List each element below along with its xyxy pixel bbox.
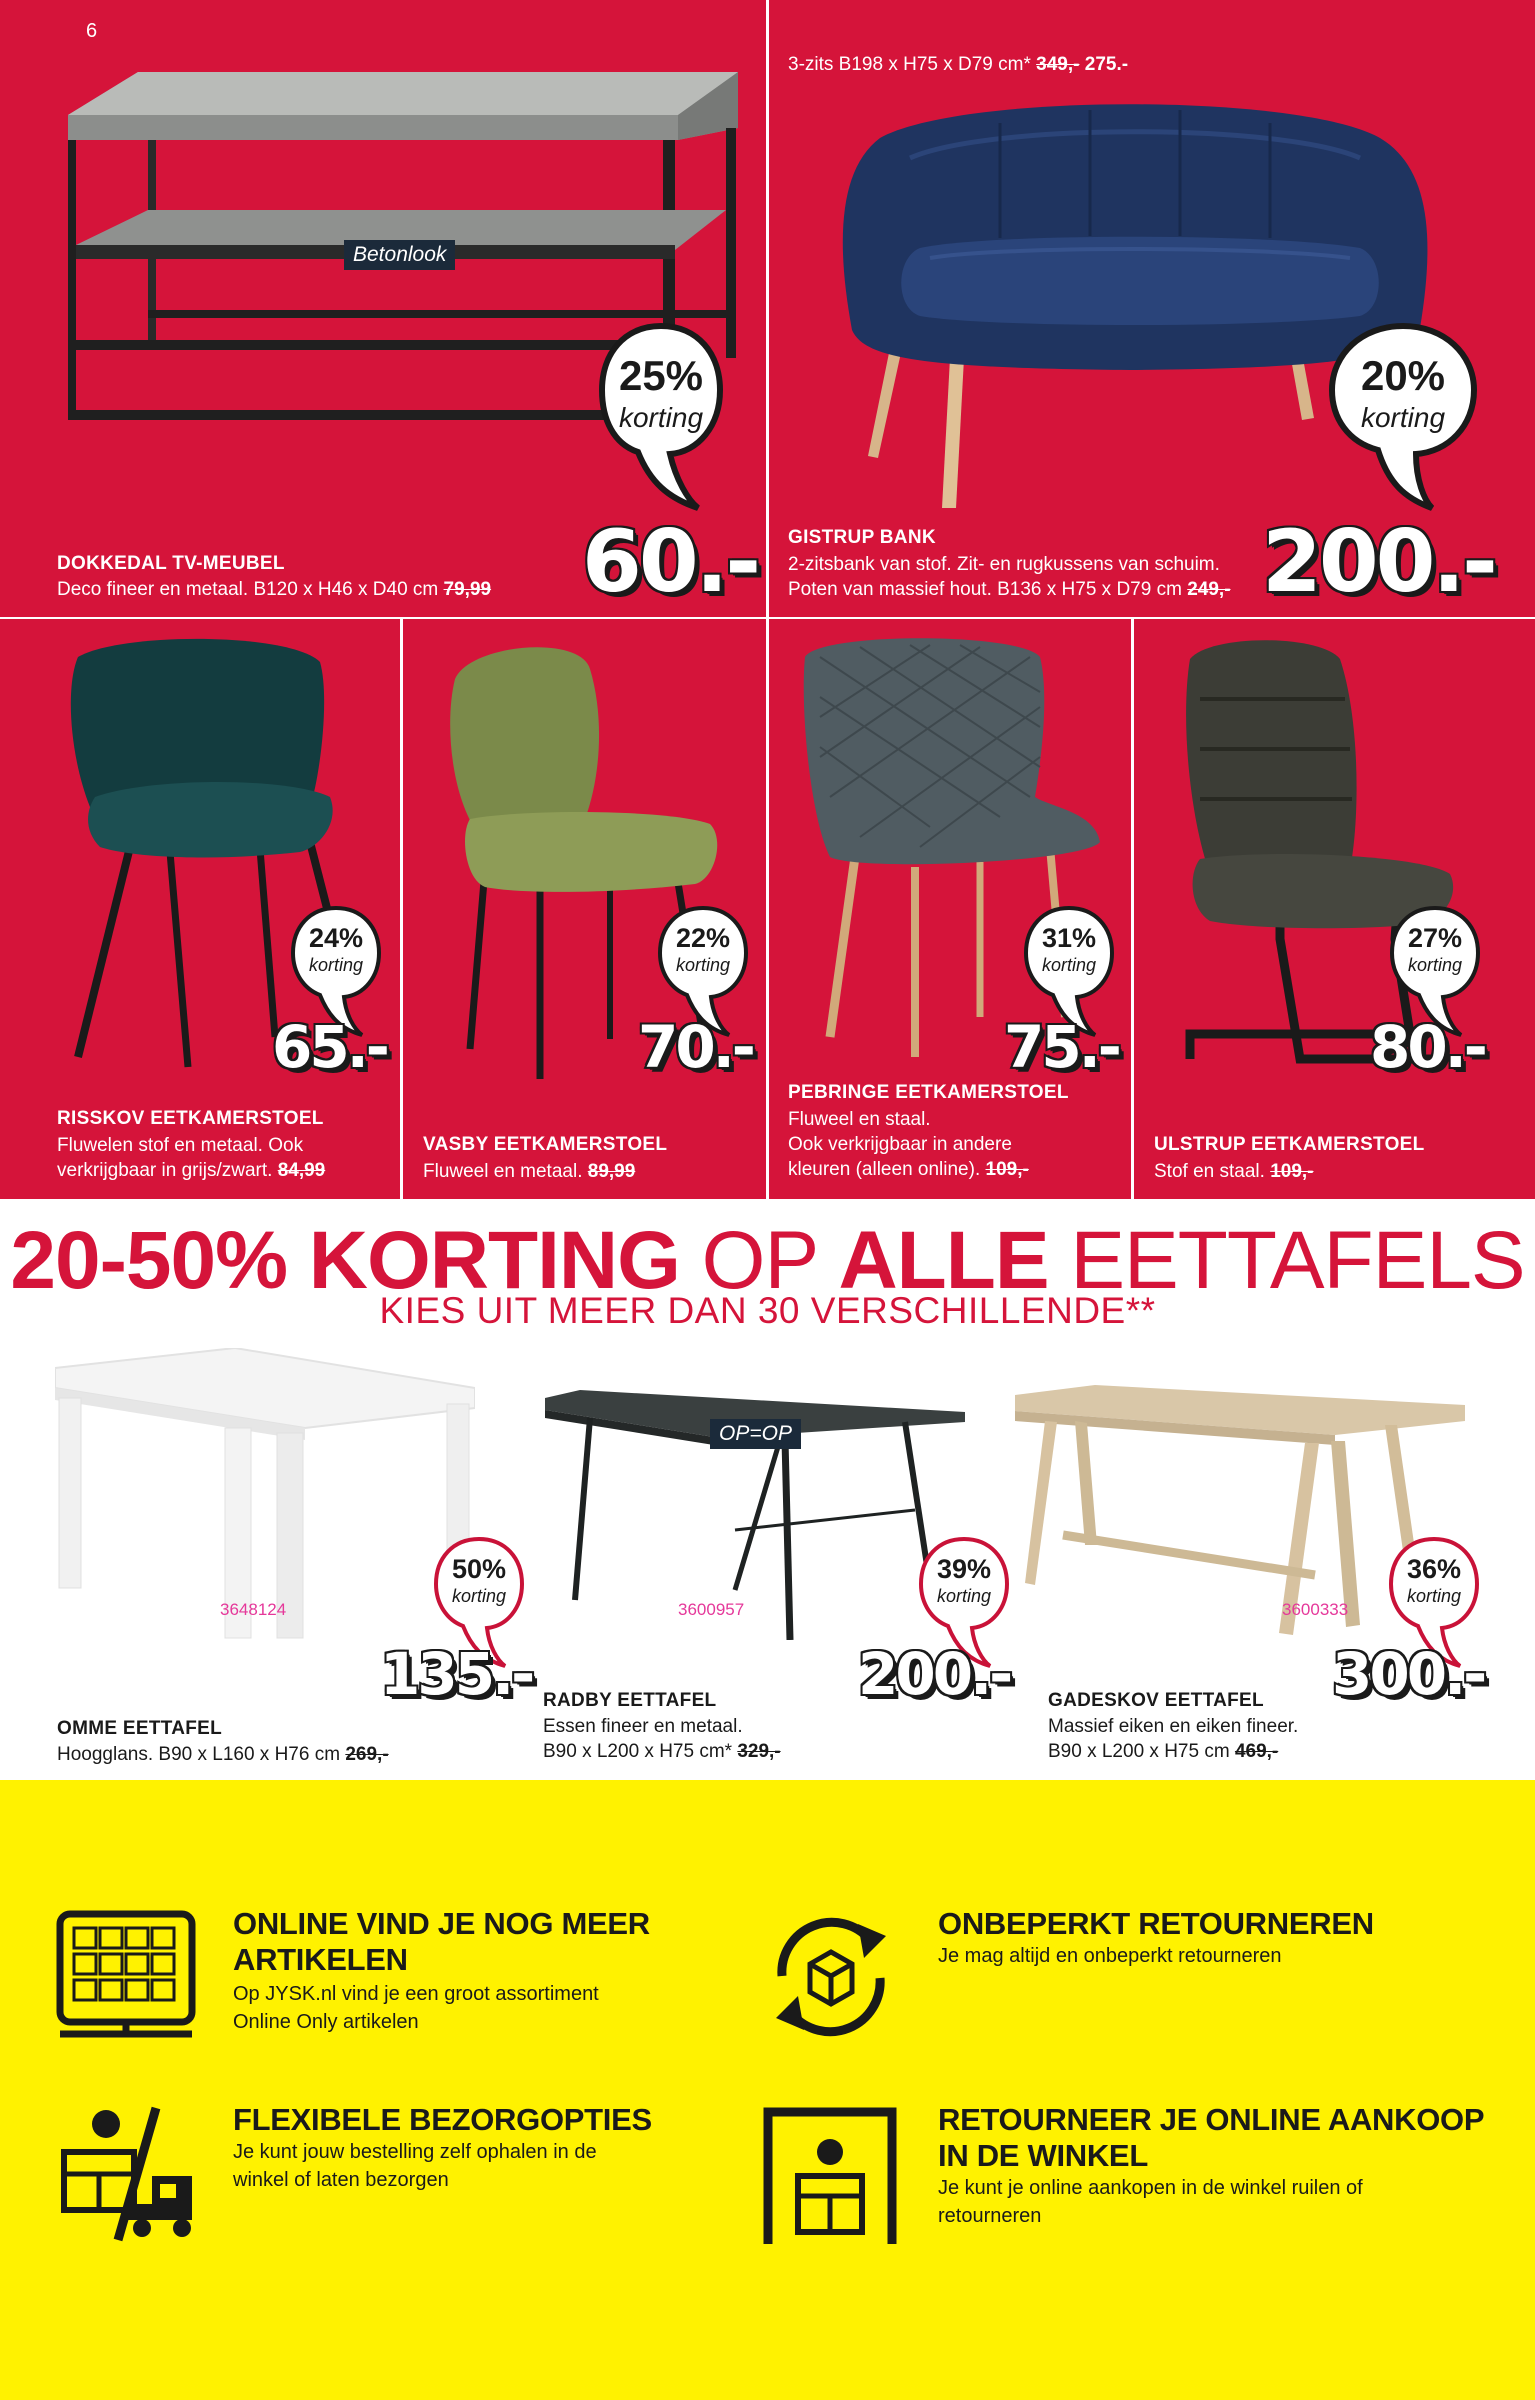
headline-part: ALLE [838, 1215, 1049, 1306]
discount-percent: 20% [1360, 352, 1446, 399]
discount-percent: 22% [675, 923, 731, 953]
variant-price: 275.- [1084, 54, 1129, 75]
product-title-risskov: RISSKOV EETKAMERSTOEL [57, 1108, 324, 1129]
product-desc-risskov [57, 1133, 325, 1183]
title-line: ONLINE VIND JE NOG MEER [233, 1906, 650, 1941]
tables-subheadline: KIES UIT MEER DAN 30 VERSCHILLENDE** [379, 1290, 1156, 1331]
discount-label: korting [451, 1586, 507, 1606]
old-price: 269,- [345, 1744, 389, 1765]
desc-line: Essen fineer en metaal. [543, 1716, 743, 1737]
old-price: 249,- [1187, 579, 1231, 600]
delivery-icon [56, 2104, 206, 2244]
desc-text: Deco fineer en metaal. B120 x H46 x D40 cm [57, 579, 439, 600]
headline-part: 20-50% KORTING [10, 1215, 680, 1306]
discount-label: korting [1406, 1586, 1462, 1606]
benefit-title-delivery: FLEXIBELE BEZORGOPTIES [233, 2102, 652, 2137]
desc-line: Ook verkrijgbaar in andere [788, 1134, 1012, 1155]
discount-label: korting [1360, 402, 1446, 433]
product-desc-vasby [423, 1159, 635, 1184]
discount-label: korting [308, 955, 364, 975]
product-title-sofa: GISTRUP BANK [788, 527, 936, 548]
old-price: 329,- [737, 1741, 781, 1762]
product-title-ulstrup: ULSTRUP EETKAMERSTOEL [1154, 1134, 1425, 1155]
benefit-text-returns: Je mag altijd en onbeperkt retourneren [938, 1945, 1282, 1967]
product-title-gadeskov: GADESKOV EETTAFEL [1048, 1690, 1264, 1711]
price-risskov: 65.- [272, 1013, 387, 1081]
variant-old-price: 349,- [1036, 54, 1080, 75]
betonlook-tag: Betonlook [344, 240, 455, 270]
price-radby: 200.- [858, 1640, 1011, 1708]
article-number-gadeskov: 3600333 [1282, 1600, 1349, 1619]
variant-text: 3-zits B198 x H75 x D79 cm* [788, 54, 1031, 75]
price-tv-meubel: 60.- [582, 512, 759, 612]
text-line: Online Only artikelen [233, 2011, 419, 2033]
op-op-tag: OP=OP [710, 1419, 801, 1449]
page-number: 6 [86, 20, 98, 42]
column-divider [766, 0, 769, 617]
product-desc-gadeskov [1048, 1714, 1298, 1764]
title-line: IN DE WINKEL [938, 2138, 1148, 2173]
text-line: Je kunt jouw bestelling zelf ophalen in de [233, 2141, 597, 2163]
desc-line: Fluweel en staal. [788, 1109, 931, 1130]
product-desc-ulstrup [1154, 1159, 1314, 1184]
desc-line: B90 x L200 x H75 cm [1048, 1741, 1230, 1762]
discount-label: korting [1407, 955, 1463, 975]
desc-line: Poten van massief hout. B136 x H75 x D79 cm [788, 579, 1182, 600]
discount-label: korting [618, 402, 704, 433]
product-title-radby: RADBY EETTAFEL [543, 1690, 717, 1711]
text-line: Op JYSK.nl vind je een groot assortiment [233, 1983, 599, 2005]
headline-part: EETTAFELS [1070, 1215, 1525, 1306]
discount-badge-tv [598, 322, 724, 512]
benefit-text-online [233, 1980, 599, 2036]
discount-percent: 31% [1041, 923, 1097, 953]
discount-percent: 39% [936, 1554, 992, 1584]
discount-label: korting [675, 955, 731, 975]
article-number-omme: 3648124 [220, 1600, 287, 1619]
price-sofa: 200.- [1262, 512, 1495, 612]
old-price: 109,- [1270, 1161, 1314, 1182]
top-products-section [0, 0, 1535, 617]
desc-line: 2-zitsbank van stof. Zit- en rugkussens van schuim. [788, 554, 1220, 575]
tables-section [0, 1200, 1535, 1780]
online-grid-icon [56, 1910, 196, 2050]
text-line: Je kunt je online aankopen in de winkel ruilen of [938, 2177, 1363, 2199]
discount-percent: 24% [308, 923, 364, 953]
article-number-radby: 3600957 [678, 1600, 745, 1619]
product-title-tv-meubel: DOKKEDAL TV-MEUBEL [57, 553, 285, 574]
sofa-variant-note [788, 52, 1128, 77]
title-line: RETOURNEER JE ONLINE AANKOOP [938, 2102, 1485, 2137]
product-desc-radby [543, 1714, 781, 1764]
desc-line: Stof en staal. [1154, 1161, 1265, 1182]
column-divider [1131, 619, 1134, 1199]
product-desc-pebringe [788, 1107, 1029, 1182]
desc-line: Massief eiken en eiken fineer. [1048, 1716, 1299, 1737]
old-price: 89,99 [587, 1161, 636, 1182]
desc-line: kleuren (alleen online). [788, 1159, 981, 1180]
product-title-pebringe: PEBRINGE EETKAMERSTOEL [788, 1082, 1069, 1103]
discount-badge-sofa [1328, 322, 1478, 512]
desc-line: verkrijgbaar in grijs/zwart. [57, 1160, 273, 1181]
benefits-section [0, 1780, 1535, 2400]
price-ulstrup: 80.- [1370, 1013, 1485, 1081]
old-price: 469,- [1234, 1741, 1279, 1762]
product-desc-omme [57, 1742, 389, 1767]
chairs-section [0, 619, 1535, 1199]
old-price: 84,99 [277, 1160, 326, 1181]
benefit-title-returns: ONBEPERKT RETOURNEREN [938, 1906, 1374, 1941]
product-title-omme: OMME EETTAFEL [57, 1718, 223, 1739]
price-omme: 135.- [380, 1640, 533, 1708]
return-cycle-icon [760, 1906, 902, 2048]
discount-percent: 25% [618, 352, 704, 399]
discount-percent: 36% [1406, 1554, 1462, 1584]
old-price: 79,99 [443, 579, 492, 600]
product-desc-sofa [788, 552, 1231, 602]
headline-part: OP [701, 1215, 817, 1306]
column-divider [766, 619, 769, 1199]
old-price: 109,- [985, 1159, 1029, 1180]
benefit-text-store-return [938, 2174, 1363, 2230]
benefit-title-online [233, 1906, 650, 1978]
desc-line: Fluweel en metaal. [423, 1161, 583, 1182]
discount-percent: 27% [1407, 923, 1463, 953]
desc-line: Fluwelen stof en metaal. Ook [57, 1135, 304, 1156]
product-title-vasby: VASBY EETKAMERSTOEL [423, 1134, 668, 1155]
desc-line: B90 x L200 x H75 cm* [543, 1741, 733, 1762]
product-desc-tv-meubel [57, 577, 491, 602]
text-line: winkel of laten bezorgen [233, 2169, 449, 2191]
column-divider [400, 619, 403, 1199]
benefit-title-store-return [938, 2102, 1484, 2174]
price-pebringe: 75.- [1004, 1013, 1119, 1081]
store-return-icon [760, 2104, 900, 2248]
text-line: retourneren [938, 2205, 1042, 2227]
price-gadeskov: 300.- [1332, 1640, 1485, 1708]
discount-label: korting [1041, 955, 1097, 975]
benefit-text-delivery [233, 2138, 597, 2194]
discount-percent: 50% [451, 1554, 507, 1584]
title-line: ARTIKELEN [233, 1942, 408, 1977]
desc-line: Hoogglans. B90 x L160 x H76 cm [57, 1744, 341, 1765]
price-vasby: 70.- [638, 1013, 753, 1081]
discount-label: korting [936, 1586, 992, 1606]
